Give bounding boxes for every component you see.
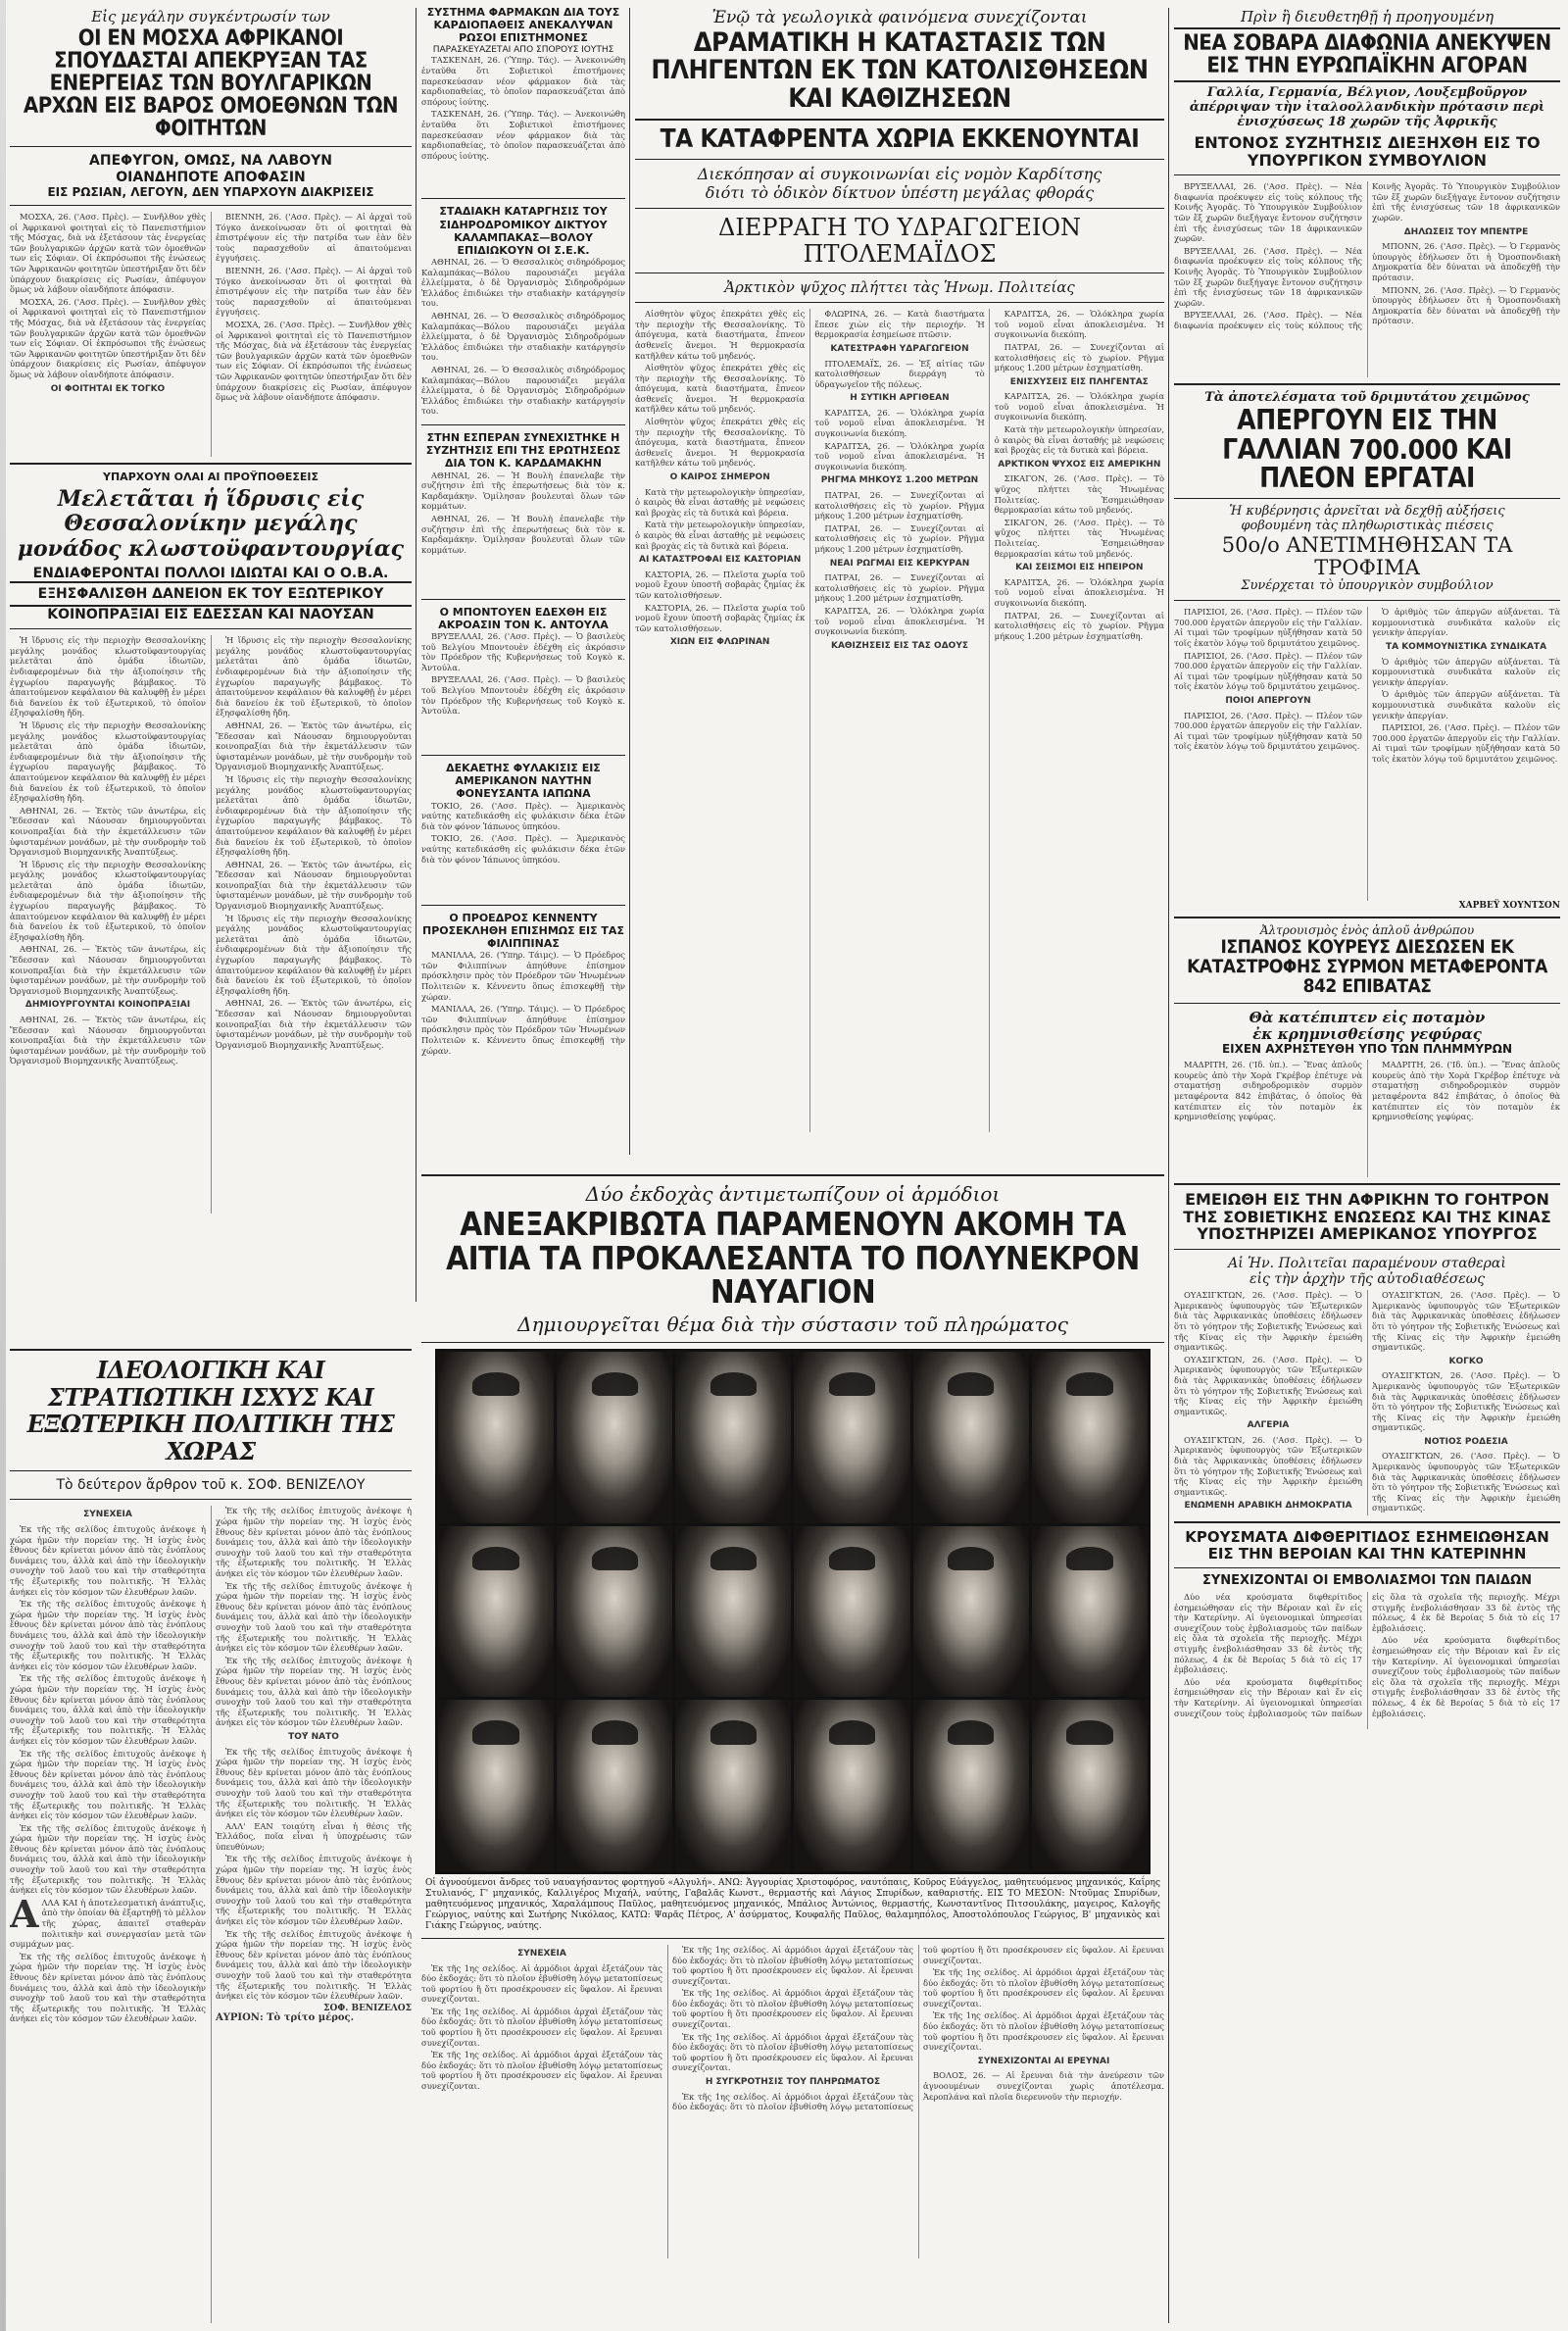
paragraph: ΑΘΗΝΑΙ, 26. — Ἐκτὸς τῶν ἀνωτέρω, εἰς Ἔδεσσαν καὶ Νάουσαν δημιουργοῦνται κοινοπραξίαι διὰ τὴν ἐκμετάλλευσιν τῶν ὑφισταμένων μονάδων, μὲ τὴν συνδρομὴν τοῦ Ὀργανισμοῦ Βιομηχανικῆς Ἀναπτύξεως. [216,719,412,772]
headline-railway: ΣΤΑΔΙΑΚΗ ΚΑΤΑΡΓΗΣΙΣ ΤΟΥ ΣΙΔΗΡΟΔΡΟΜΙΚΟΥ ΔΙΚΤΥΟΥ ΚΑΛΑΜΠΑΚΑΣ—ΒΟΛΟΥ ΕΠΙΔΙΩΚΟΥΝ ΟΙ Σ.Ε.Κ. [439,205,608,257]
section-label: ΚΑΤΕΣΤΡΑΦΗ ΥΔΡΑΓΩΓΕΙΟΝ [830,343,969,354]
column-rule [1168,8,1169,2323]
section-label: ΥΠΑΡΧΟΥΝ ΟΛΑΙ ΑΙ ΠΡΟΫΠΟΘΕΣΕΙΣ [103,471,318,484]
divider [10,1499,412,1500]
divider [421,424,625,425]
paragraph: Ἡ ἵδρυσις εἰς τὴν περιοχὴν Θεσσαλονίκης μεγάλης μονάδος κλωστοϋφαντουργίας μελετᾶται ἀπὸ ὁμάδα ἰδιωτῶν, ἐνδιαφερομένων διὰ τὴν ἀξιοποίησιν τῆς ἐγχωρίου παραγωγῆς βάμβακος. Τὸ ἀπαιτούμενον κεφάλαιον θὰ καλυφθῇ ἐν μέρει διὰ δανείου ἐκ τοῦ ἐξωτερικοῦ, τὸ ὁποῖον ἐξησφαλίσθη ἤδη. [10,859,206,942]
crew-photo [675,1526,791,1698]
divider [635,208,1164,209]
divider [421,755,625,756]
paragraph: Ἐκ τῆς τῆς σελίδος ἐπιτυχοῦς ἀνέκοψε ἡ χώρα ἡμῶν τὴν πορείαν της. Ἡ ἰσχὺς ἑνὸς ἔθνους δὲν κρίνεται μόνον ἀπὸ τὰς ἐνόπλους δυνάμεις του, ἀλλὰ καὶ ἀπὸ τὴν ἰδεολογικὴν συνοχὴν τοῦ λαοῦ του καὶ τὴν σταθερότητα τῆς ἐξωτερικῆς του πολιτικῆς. Ἡ Ἑλλὰς ἀνήκει εἰς τὸν κόσμον τῶν ἐλευθέρων λαῶν. [10,1822,206,1896]
crew-photo [1032,1352,1148,1523]
kicker: Ἀλτρουισμὸς ἑνὸς ἁπλοῦ ἀνθρώπου [1259,923,1475,938]
divider [421,1938,1164,1939]
crew-photo [675,1700,791,1871]
article-body: ΑΘΗΝΑΙ, 26. — Ὁ Θεσσαλικὸς σιδηρόδρομος Καλαμπάκας—Βόλου παρουσιάζει μεγάλα ἐλλείμματα, ὁ δὲ Ὀργανισμὸς Σιδηροδρόμων Ἑλλάδος ἐπιδιώκει τὴν σταδιακὴν κατάργησίν του. ΑΘΗΝΑΙ, 26. — Ὁ Θεσσαλικὸς σιδηρόδρομος Καλαμπάκας—Βόλου παρουσιάζει μεγάλα ἐλλείμματα, ὁ δὲ Ὀργανισμὸς Σιδηροδρόμων Ἑλλάδος ἐπιδιώκει τὴν σταδιακὴν κατάργησίν του. ΑΘΗΝΑΙ, 26. — Ὁ Θεσσαλικὸς σιδηρόδρομος Καλαμπάκας—Βόλου παρουσιάζει μεγάλα ἐλλείμματα, ὁ δὲ Ὀργανισμὸς Σιδηροδρόμων Ἑλλάδος ἐπιδιώκει τὴν σταδιακὴν κατάργησίν του. [421,257,625,417]
crew-photo [913,1700,1029,1871]
section-label: ΟΙ ΦΟΙΤΗΤΑΙ ΕΚ ΤΟΓΚΟ [50,383,166,394]
divider [1174,600,1560,601]
divider [421,599,625,600]
photo-caption: Οἱ ἀγνοούμενοι ἄνδρες τοῦ ναυαγήσαντος φορτηγοῦ «Αλγυλή». ΑΝΩ: Ἀγγουρίας Χριστοφόρος, ναυτόπαις, Κοῦρος Εὐάγγελος, μαθητευόμενος μηχανικός, Καΐρης Στυλιανός, Γ' μηχανικός, Καλλιγέρος Μιχαήλ, ναύτης, Γαβαλᾶς Κωνστ., θερμαστής καὶ Λάγιος Σπυρίδων, καθαριστής. ΕΙΣ ΤΟ ΜΕΣΟΝ: Ντοῦμας Σπυρίδων, μαθητευόμενος μηχανικός, Χαραλάμπους Παῦλος, μαθητευόμενος μηχανικός, Μπάλιος Ἀντώνιος, θερμαστής, Κωνσταντῖνος Πιτσουλάκης, μαγειρος, Καλογῆς Γεώργιος, ναύτης καὶ Σωτήρης Νικόλαος, ΚΑΤΩ: Ψαρᾶς Πέτρος, Α' ἀσύρματος, Κουφαλῆς Παῦλος, θαλαμηπόλος, Ἀποστολόπουλος Γεώργιος, Β' μηχανικὸς καὶ Γιάκης Γεώργιος, ναύτης. [425,1877,1160,1931]
deck: ΟΙΑΝΔΗΠΟΤΕ ΑΠΟΦΑΣΙΝ [116,169,306,185]
column-briefs [421,6,625,1163]
paragraph: ΑΘΗΝΑΙ, 26. — Ἐκτὸς τῶν ἀνωτέρω, εἰς Ἔδεσσαν καὶ Νάουσαν δημιουργοῦνται κοινοπραξίαι διὰ τὴν ἐκμετάλλευσιν τῶν ὑφισταμένων μονάδων, μὲ τὴν συνδρομὴν τοῦ Ὀργανισμοῦ Βιομηχανικῆς Ἀναπτύξεως. [10,1015,206,1066]
section-label: ΝΟΤΙΟΣ ΡΟΔΕΣΙΑ [1424,1436,1508,1447]
headline-african-students: ΟΙ ΕΝ ΜΟΣΧΑ ΑΦΡΙΚΑΝΟΙ ΣΠΟΥΔΑΣΤΑΙ ΑΠΕΚΡΥΞΑΝ ΤΑΣ ΕΝΕΡΓΕΙΑΣ ΤΩΝ ΒΟΥΛΓΑΡΙΚΩΝ ΑΡΧΩΝ ΕΙΣ ΒΑΡΟΣ ΟΜΟΕΘΝΩΝ ΤΩΝ ΦΟΙΤΗΤΩΝ [23,26,399,142]
headline-venizelos: ΙΔΕΟΛΟΓΙΚΗ ΚΑΙ ΣΤΡΑΤΙΩΤΙΚΗ ΙΣΧΥΣ ΚΑΙ ΕΞΩΤΕΡΙΚΗ ΠΟΛΙΤΙΚΗ ΤΗΣ ΧΩΡΑΣ [26,1356,395,1465]
paragraph: Ἐκ τῆς τῆς σελίδος ἐπιτυχοῦς ἀνέκοψε ἡ χώρα ἡμῶν τὴν πορείαν της. Ἡ ἰσχὺς ἑνὸς ἔθνους δὲν κρίνεται μόνον ἀπὸ τὰς ἐνόπλους δυνάμεις του, ἀλλὰ καὶ ἀπὸ τὴν ἰδεολογικὴν συνοχὴν τοῦ λαοῦ του καὶ τὴν σταθερότητα τῆς ἐξωτερικῆς του πολιτικῆς. Ἡ Ἑλλὰς ἀνήκει εἰς τὸν κόσμον τῶν ἐλευθέρων λαῶν. [216,1580,412,1654]
paragraph: ΑΘΗΝΑΙ, 26. — Ἐκτὸς τῶν ἀνωτέρω, εἰς Ἔδεσσαν καὶ Νάουσαν δημιουργοῦνται κοινοπραξίαι διὰ τὴν ἐκμετάλλευσιν τῶν ὑφισταμένων μονάδων, μὲ τὴν συνδρομὴν τοῦ Ὀργανισμοῦ Βιομηχανικῆς Ἀναπτύξεως. [10,805,206,858]
crew-photo-grid [435,1349,1151,1874]
paragraph: Ἡ ἵδρυσις εἰς τὴν περιοχὴν Θεσσαλονίκης μεγάλης μονάδος κλωστοϋφαντουργίας μελετᾶται ἀπὸ ὁμάδα ἰδιωτῶν, ἐνδιαφερομένων διὰ τὴν ἀξιοποίησιν τῆς ἐγχωρίου παραγωγῆς βάμβακος. Τὸ ἀπαιτούμενον κεφάλαιον θὰ καλυφθῇ ἐν μέρει διὰ δανείου ἐκ τοῦ ἐξωτερικοῦ, τὸ ὁποῖον ἐξησφαλίσθη ἤδη. [216,913,412,996]
column-left [10,6,412,1339]
headline-shipwreck: ΑΝΕΞΑΚΡΙΒΩΤΑ ΠΑΡΑΜΕΝΟΥΝ ΑΚΟΜΗ ΤΑ ΑΙΤΙΑ ΤΑ ΠΡΟΚΑΛΕΣΑΝΤΑ ΤΟ ΠΟΛΥΝΕΚΡΟΝ ΝΑΥΑΓΙΟΝ [446,1205,1140,1312]
deck: ΣΥΝΕΧΙΖΟΝΤΑΙ ΟΙ ΕΜΒΟΛΙΑΣΜΟΙ ΤΩΝ ΠΑΙΔΩΝ [1201,1573,1533,1589]
section-label: ΣΥΝΕΧΙΖΟΝΤΑΙ ΑΙ ΕΡΕΥΝΑΙ [977,2056,1110,2066]
divider [1174,1521,1560,1523]
byline: ΧΑΡΒΕΫ ΧΟΥΝΤΣΟΝ [1458,901,1560,912]
divider [421,198,625,199]
deck: ΠΑΡΑΣΚΕΥΑΖΕΤΑΙ ΑΠΟ ΣΠΟΡΟΥΣ ΙΟΥΤΗΣ [432,44,614,55]
headline-aqueduct: ΔΙΕΡΡΑΓΗ ΤΟ ΥΔΡΑΓΩΓΕΙΟΝ ΠΤΟΛΕΜΑΪΔΟΣ [717,214,1082,268]
headline-villages: ΤΑ ΚΑΤΑΦΡΕΝΤΑ ΧΩΡΙΑ ΕΚΚΕΝΟΥΝΤΑΙ [660,124,1140,155]
section-label: ΤΑ ΚΟΜΜΟΥΝΙΣΤΙΚΑ ΣΥΝΔΙΚΑΤΑ [1385,642,1547,653]
divider [10,463,412,465]
crew-photo [438,1352,554,1523]
crew-photo [557,1700,672,1871]
divider [635,159,1164,160]
divider [1174,1249,1560,1250]
section-label: ΔΗΛΩΣΕΙΣ ΤΟΥ ΜΠΕΝΤΡΕ [1403,226,1529,237]
divider [10,1470,412,1471]
section-label: ΕΝΩΜΕΝΗ ΑΡΑΒΙΚΗ ΔΗΜΟΚΡΑΤΙΑ [1184,1501,1352,1512]
deck: Θὰ κατέπιπτεν εἰς ποταμὸν [1249,1008,1486,1026]
deck: φοβουμένη τὰς πληθωριστικὰς πιέσεις [1241,519,1494,534]
divider [421,1342,1164,1343]
article-body: ΣΥΝΕΧΕΙΑ Ἐκ τῆς 1ης σελίδος. Αἱ ἁρμόδιοι ἀρχαὶ ἐξετάζουν τὰς δύο ἐκδοχάς: ὅτι τὸ πλοῖον ἐβυθίσθη λόγῳ μετατοπίσεως τοῦ φορτίου ἢ ὅτι προσέκρουσεν εἰς ὕφαλον. Αἱ ἔρευναι συνεχίζονται. Ἐκ τῆς 1ης σελίδος. Αἱ ἁρμόδιοι ἀρχαὶ ἐξετάζουν τὰς δύο ἐκδοχάς: ὅτι τὸ πλοῖον ἐβυθίσθη λόγῳ μετατοπίσεως τοῦ φορτίου ἢ ὅτι προσέκρουσεν εἰς ὕφαλον. Αἱ ἔρευναι συνεχίζονται. Ἐκ τῆς 1ης σελίδος. Αἱ ἁρμόδιοι ἀρχαὶ ἐξετάζουν τὰς δύο ἐκδοχάς: ὅτι τὸ πλοῖον ἐβυθίσθη λόγῳ μετατοπίσεως τοῦ φορτίου ἢ ὅτι προσέκρουσεν εἰς ὕφαλον. Αἱ ἔρευναι συνεχίζονται. Ἐκ τῆς 1ης σελίδος. Αἱ ἁρμόδιοι ἀρχαὶ ἐξετάζουν τὰς δύο ἐκδοχάς: ὅτι τὸ πλοῖον ἐβυθίσθη λόγῳ μετατοπίσεως τοῦ φορτίου ἢ ὅτι προσέκρουσεν εἰς ὕφαλον. Αἱ ἔρευναι συνεχίζονται. Ἐκ τῆς 1ης σελίδος. Αἱ ἁρμόδιοι ἀρχαὶ ἐξετάζουν τὰς δύο ἐκδοχάς: ὅτι τὸ πλοῖον ἐβυθίσθη λόγῳ μετατοπίσεως τοῦ φορτίου ἢ ὅτι προσέκρουσεν εἰς ὕφαλον. Αἱ ἔρευναι συνεχίζονται. Ἐκ τῆς 1ης σελίδος. Αἱ ἁρμόδιοι ἀρχαὶ ἐξετάζουν τὰς δύο ἐκδοχάς: ὅτι τὸ πλοῖον ἐβυθίσθη λόγῳ μετατοπίσεως τοῦ φορτίου ἢ ὅτι προσέκρουσεν εἰς ὕφαλον. Αἱ ἔρευναι συνεχίζονται. Η ΣΥΓΚΡΟΤΗΣΙΣ ΤΟΥ ΠΛΗΡΩΜΑΤΟΣ Ἐκ τῆς 1ης σελίδος. Αἱ ἁρμόδιοι ἀρχαὶ ἐξετάζουν τὰς δύο ἐκδοχάς: ὅτι τὸ πλοῖον ἐβυθίσθη λόγῳ μετατοπίσεως τοῦ φορτίου ἢ ὅτι προσέκρουσεν εἰς ὕφαλον. Αἱ ἔρευναι συνεχίζονται. Ἐκ τῆς 1ης σελίδος. Αἱ ἁρμόδιοι ἀρχαὶ ἐξετάζουν τὰς δύο ἐκδοχάς: ὅτι τὸ πλοῖον ἐβυθίσθη λόγῳ μετατοπίσεως τοῦ φορτίου ἢ ὅτι προσέκρουσεν εἰς ὕφαλον. Αἱ ἔρευναι συνεχίζονται. Ἐκ τῆς 1ης σελίδος. Αἱ ἁρμόδιοι ἀρχαὶ ἐξετάζουν τὰς δύο ἐκδοχάς: ὅτι τὸ πλοῖον ἐβυθίσθη λόγῳ μετατοπίσεως τοῦ φορτίου ἢ ὅτι προσέκρουσεν εἰς ὕφαλον. Αἱ ἔρευναι συνεχίζονται. ΣΥΝΕΧΙΖΟΝΤΑΙ ΑΙ ΕΡΕΥΝΑΙ ΒΟΛΟΣ, 26. — Αἱ ἔρευναι διὰ τὴν ἀνεύρεσιν τῶν ἀγνοουμένων συνεχίζονται χωρὶς ἀποτέλεσμα. Ἀεροπλάνα καὶ πλοῖα διερευνοῦν τὴν περιοχήν. [421,1944,1164,2112]
article-body: Δύο νέα κρούσματα διφθερίτιδος ἐσημειώθησαν εἰς τὴν Βέροιαν καὶ ἕν εἰς τὴν Κατερίνην. Αἱ ὑγειονομικαὶ ὑπηρεσίαι συνεχίζουν τοὺς ἐμβολιασμοὺς τῶν παίδων εἰς ὅλα τὰ σχολεῖα τῆς περιοχῆς. Μέχρι στιγμῆς ἐνεβολιάσθησαν 33 δὲ ἐντὸς τῆς πόλεως, 4 ἐκ δὲ Βεροίας 5 διὰ τὸ εἰς 17 ἐμβολιάσεις. Δύο νέα κρούσματα διφθερίτιδος ἐσημειώθησαν εἰς τὴν Βέροιαν καὶ ἕν εἰς τὴν Κατερίνην. Αἱ ὑγειονομικαὶ ὑπηρεσίαι συνεχίζουν τοὺς ἐμβολιασμοὺς τῶν παίδων εἰς ὅλα τὰ σχολεῖα τῆς περιοχῆς. Μέχρι στιγμῆς ἐνεβολιάσθησαν 33 δὲ ἐντὸς τῆς πόλεως, 4 ἐκ δὲ Βεροίας 5 διὰ τὸ εἰς 17 ἐμβολιάσεις. Δύο νέα κρούσματα διφθερίτιδος ἐσημειώθησαν εἰς τὴν Βέροιαν καὶ ἕν εἰς τὴν Κατερίνην. Αἱ ὑγειονομικαὶ ὑπηρεσίαι συνεχίζουν τοὺς ἐμβολιασμοὺς τῶν παίδων εἰς ὅλα τὰ σχολεῖα τῆς περιοχῆς. Μέχρι στιγμῆς ἐνεβολιάσθησαν 33 δὲ ἐντὸς τῆς πόλεως, 4 ἐκ δὲ Βεροίας 5 διὰ τὸ εἰς 17 ἐμβολιάσεις. [1174,1592,1560,1718]
paragraph: ΑΛΛ' ΕΑΝ τοιαύτη εἶναι ἡ θέσις τῆς Ἑλλάδος, ποῖα εἶναι ἡ ὑποχρέωσις τῶν ὑπευθύνων; [216,1820,412,1852]
article-body [10,635,412,1214]
crew-photo [1032,1700,1148,1871]
kicker: Πρὶν ἢ διευθετηθῇ ἡ προηγουμένη [1240,8,1494,25]
section-label: ΤΟΥ͂ ΝΑΤΟ [288,1731,339,1742]
divider [1174,1003,1560,1004]
crew-photo [794,1700,909,1871]
paragraph: ΜΟΣΧΑ, 26. ('Ασσ. Πρὲς). — Συνῆλθον χθὲς οἱ Ἀφρικανοὶ φοιτηταὶ εἰς τὸ Πανεπιστήμιον τῆς Μόσχας, διὰ νὰ ἐξετάσουν τὰς ἐνεργείας τῶν βουλγαρικῶν ἀρχῶν κατὰ τῶν ὁμοεθνῶν των εἰς Σόφιαν. Οἱ ἐκπρόσωποι τῆς ἑνώσεως τῶν Ἀφρικανῶν φοιτητῶν ὑπεστήριξαν ὅτι δὲν ὑπάρχουν διακρίσεις εἰς Ρωσίαν, ἀπέφυγον ὅμως νὰ λάβουν οἱανδήποτε ἀπόφασιν. [10,212,206,295]
section-label: Ο ΚΑΙΡΟΣ ΣΗΜΕΡΟΝ [669,472,770,483]
section-label: ΚΟΓΚΟ [1448,1356,1484,1366]
section-label: ΕΝΙΣΧΥΣΕΙΣ ΕΙΣ ΠΛΗΓΕΝΤΑΣ [1009,376,1149,387]
divider [1174,1183,1560,1185]
section-label: ΑΛΓΕΡΙΑ [1247,1420,1290,1431]
divider [635,119,1164,121]
section-label: Η ΣΥΤΙΚΗ ΑΡΓΙΘΕΑΝ [850,393,950,404]
column-left-venizelos [10,1343,412,2323]
deck: Ἀρκτικὸν ψῦχος πλήττει τὰς Ἡνωμ. Πολιτείας [724,277,1075,296]
paragraph-dropcap: ΑΛΛΑ ΚΑΙ ἡ ἀποτελεσματικὴ ἀνάπτυξις, ἀπὸ τὴν ὁποίαν θὰ ἐξαρτηθῇ τὸ μέλλον τῆς χώρας, ἀπαιτεῖ σταθερὰν πολιτικὴν καὶ συνεργασίαν μετὰ τῶν συμμάχων μας. [10,1891,206,1950]
article-shipwreck [421,1168,1164,2323]
deck: Τὸ δεύτερον ἄρθρον τοῦ κ. ΣΟΦ. ΒΕΝΙΖΕΛΟΥ [56,1477,366,1494]
crew-photo [913,1352,1029,1523]
kicker: Δύο ἐκδοχὰς ἀντιμετωπίζουν οἱ ἁρμόδιοι [585,1182,1001,1206]
article-body: ΟΥΑΣΙΓΚΤΩΝ, 26. ('Ασσ. Πρὲς). — Ὁ Ἀμερικανὸς ὑφυπουργὸς τῶν Ἐξωτερικῶν διὰ τὰς Ἀφρικανικὰς ὑποθέσεις ἐδήλωσεν ὅτι τὸ γόητρον τῆς Σοβιετικῆς Ἑνώσεως καὶ τῆς Κίνας εἰς τὴν Ἀφρικὴν ἐμειώθη σημαντικῶς. ΟΥΑΣΙΓΚΤΩΝ, 26. ('Ασσ. Πρὲς). — Ὁ Ἀμερικανὸς ὑφυπουργὸς τῶν Ἐξωτερικῶν διὰ τὰς Ἀφρικανικὰς ὑποθέσεις ἐδήλωσεν ὅτι τὸ γόητρον τῆς Σοβιετικῆς Ἑνώσεως καὶ τῆς Κίνας εἰς τὴν Ἀφρικὴν ἐμειώθη σημαντικῶς. ΑΛΓΕΡΙΑ ΟΥΑΣΙΓΚΤΩΝ, 26. ('Ασσ. Πρὲς). — Ὁ Ἀμερικανὸς ὑφυπουργὸς τῶν Ἐξωτερικῶν διὰ τὰς Ἀφρικανικὰς ὑποθέσεις ἐδήλωσεν ὅτι τὸ γόητρον τῆς Σοβιετικῆς Ἑνώσεως καὶ τῆς Κίνας εἰς τὴν Ἀφρικὴν ἐμειώθη σημαντικῶς. ΕΝΩΜΕΝΗ ΑΡΑΒΙΚΗ ΔΗΜΟΚΡΑΤΙΑ ΟΥΑΣΙΓΚΤΩΝ, 26. ('Ασσ. Πρὲς). — Ὁ Ἀμερικανὸς ὑφυπουργὸς τῶν Ἐξωτερικῶν διὰ τὰς Ἀφρικανικὰς ὑποθέσεις ἐδήλωσεν ὅτι τὸ γόητρον τῆς Σοβιετικῆς Ἑνώσεως καὶ τῆς Κίνας εἰς τὴν Ἀφρικὴν ἐμειώθη σημαντικῶς. ΚΟΓΚΟ ΟΥΑΣΙΓΚΤΩΝ, 26. ('Ασσ. Πρὲς). — Ὁ Ἀμερικανὸς ὑφυπουργὸς τῶν Ἐξωτερικῶν διὰ τὰς Ἀφρικανικὰς ὑποθέσεις ἐδήλωσεν ὅτι τὸ γόητρον τῆς Σοβιετικῆς Ἑνώσεως καὶ τῆς Κίνας εἰς τὴν Ἀφρικὴν ἐμειώθη σημαντικῶς. ΝΟΤΙΟΣ ΡΟΔΕΣΙΑ ΟΥΑΣΙΓΚΤΩΝ, 26. ('Ασσ. Πρὲς). — Ὁ Ἀμερικανὸς ὑφυπουργὸς τῶν Ἐξωτερικῶν διὰ τὰς Ἀφρικανικὰς ὑποθέσεις ἐδήλωσεν ὅτι τὸ γόητρον τῆς Σοβιετικῆς Ἑνώσεως καὶ τῆς Κίνας εἰς τὴν Ἀφρικὴν ἐμειώθη σημαντικῶς. [1174,1290,1560,1513]
article-body: ΜΑΔΡΙΤΗ, 26. ('Ιδ. ὑπ.). — Ἕνας ἁπλοῦς κουρεὺς ἀπὸ τὴν Χορὰ Γκρέβορ ἐπέτυχε νὰ σταματήσῃ σιδηροδρομικὸν συρμὸν μεταφέροντα 842 ἐπιβάτας, ὁ ὁποῖος θὰ κατέπιπτεν εἰς τὸν ποταμὸν ἐκ κρημνισθείσης γεφύρας. ΜΑΔΡΙΤΗ, 26. ('Ιδ. ὑπ.). — Ἕνας ἁπλοῦς κουρεὺς ἀπὸ τὴν Χορὰ Γκρέβορ ἐπέτυχε νὰ σταματήσῃ σιδηροδρομικὸν συρμὸν μεταφέροντα 842 ἐπιβάτας, ὁ ὁποῖος θὰ κατέπιπτεν εἰς τὸν ποταμὸν ἐκ κρημνισθείσης γεφύρας. [1174,1060,1560,1122]
crew-photo [913,1526,1029,1698]
paragraph: Ἐκ τῆς τῆς σελίδος ἐπιτυχοῦς ἀνέκοψε ἡ χώρα ἡμῶν τὴν πορείαν της. Ἡ ἰσχὺς ἑνὸς ἔθνους δὲν κρίνεται μόνον ἀπὸ τὰς ἐνόπλους δυνάμεις του, ἀλλὰ καὶ ἀπὸ τὴν ἰδεολογικὴν συνοχὴν τοῦ λαοῦ του καὶ τὴν σταθερότητα τῆς ἐξωτερικῆς του πολιτικῆς. Ἡ Ἑλλὰς ἀνήκει εἰς τὸν κόσμον τῶν ἐλευθέρων λαῶν. [10,1673,206,1746]
paragraph: Ἡ ἵδρυσις εἰς τὴν περιοχὴν Θεσσαλονίκης μεγάλης μονάδος κλωστοϋφαντουργίας μελετᾶται ἀπὸ ὁμάδα ἰδιωτῶν, ἐνδιαφερομένων διὰ τὴν ἀξιοποίησιν τῆς ἐγχωρίου παραγωγῆς βάμβακος. Τὸ ἀπαιτούμενον κεφάλαιον θὰ καλυφθῇ ἐν μέρει διὰ δανείου ἐκ τοῦ ἐξωτερικοῦ, τὸ ὁποῖον ἐξησφαλίσθη ἤδη. [10,635,206,719]
article-body [10,1506,412,2323]
headline-kennedy: Ο ΠΡΟΕΔΡΟΣ ΚΕΝΝΕΝΤΥ ΠΡΟΣΕΚΛΗΘΗ ΕΠΙΣΗΜΩΣ ΕΙΣ ΤΑΣ ΦΙΛΙΠΠΙΝΑΣ [422,911,624,950]
article-landslides [635,6,1164,1163]
paragraph: Ἐκ τῆς τῆς σελίδος ἐπιτυχοῦς ἀνέκοψε ἡ χώρα ἡμῶν τὴν πορείαν της. Ἡ ἰσχὺς ἑνὸς ἔθνους δὲν κρίνεται μόνον ἀπὸ τὰς ἐνόπλους δυνάμεις του, ἀλλὰ καὶ ἀπὸ τὴν ἰδεολογικὴν συνοχὴν τοῦ λαοῦ του καὶ τὴν σταθερότητα τῆς ἐξωτερικῆς του πολιτικῆς. Ἡ Ἑλλὰς ἀνήκει εἰς τὸν κόσμον τῶν ἐλευθέρων λαῶν. [216,1854,412,1927]
deck: Αἱ Ἡν. Πολιτεῖαι παραμένουν σταθεραὶ [1228,1255,1506,1271]
article-body: ΤΑΣΚΕΝΔΗ, 26. ('Ὑπηρ. Τάς). — Ἀνεκοινώθη ἐνταῦθα ὅτι Σοβιετικοὶ ἐπιστήμονες παρεσκεύασαν νέον φάρμακον διὰ τὰς καρδιοπαθείας, τὸ ὁποῖον παρασκευάζεται ἀπὸ σπόρους ἰούτης. ΤΑΣΚΕΝΔΗ, 26. ('Ὑπηρ. Τάς). — Ἀνεκοινώθη ἐνταῦθα ὅτι Σοβιετικοὶ ἐπιστήμονες παρεσκεύασαν νέον φάρμακον διὰ τὰς καρδιοπαθείας, τὸ ὁποῖον παρασκευάζεται ἀπὸ σπόρους ἰούτης. [421,55,625,161]
paragraph: ΑΘΗΝΑΙ, 26. — Ἐκτὸς τῶν ἀνωτέρω, εἰς Ἔδεσσαν καὶ Νάουσαν δημιουργοῦνται κοινοπραξίαι διὰ τὴν ἐκμετάλλευσιν τῶν ὑφισταμένων μονάδων, μὲ τὴν συνδρομὴν τοῦ Ὀργανισμοῦ Βιομηχανικῆς Ἀναπτύξεως. [216,859,412,912]
continued-label: ΣΥΝΕΧΕΙΑ [517,1948,566,1959]
divider [1174,917,1560,918]
headline-landslides: ΔΡΑΜΑΤΙΚΗ Η ΚΑΤΑΣΤΑΣΙΣ ΤΩΝ ΠΛΗΓΕΝΤΩΝ ΕΚ ΤΩΝ ΚΑΤΟΛΙΣΘΗΣΕΩΝ ΚΑΙ ΚΑΘΙΖΗΣΕΩΝ [651,27,1149,114]
paragraph: Ἡ ἵδρυσις εἰς τὴν περιοχὴν Θεσσαλονίκης μεγάλης μονάδος κλωστοϋφαντουργίας μελετᾶται ἀπὸ ὁμάδα ἰδιωτῶν, ἐνδιαφερομένων διὰ τὴν ἀξιοποίησιν τῆς ἐγχωρίου παραγωγῆς βάμβακος. Τὸ ἀπαιτούμενον κεφάλαιον θὰ καλυφθῇ ἐν μέρει διὰ δανείου ἐκ τοῦ ἐξωτερικοῦ, τὸ ὁποῖον ἐξησφαλίσθη ἤδη. [216,773,412,858]
paragraph: ΒΙΕΝΝΗ, 26. ('Ασσ. Πρὲς). — Αἱ ἀρχαὶ τοῦ Τόγκο ἀνεκοίνωσαν ὅτι οἱ φοιτηταὶ θὰ ἐπιστρέψουν εἰς τὴν πατρίδα των ἐὰν δὲν τοὺς παρασχεθοῦν αἱ ἀπαιτούμεναι ἐγγυήσεις. [216,212,412,264]
section-label: ΔΗΜΙΟΥΡΓΟΥΝΤΑΙ ΚΟΙΝΟΠΡΑΞΙΑΙ [24,1000,191,1011]
article-body: ΠΑΡΙΣΙΟΙ, 26. ('Ασσ. Πρὲς). — Πλέον τῶν 700.000 ἐργατῶν ἀπεργοῦν εἰς τὴν Γαλλίαν. Αἱ τιμαὶ τῶν τροφίμων ηὐξήθησαν κατὰ 50 τοῖς ἑκατὸν λόγῳ τοῦ δριμυτάτου χειμῶνος. ΠΑΡΙΣΙΟΙ, 26. ('Ασσ. Πρὲς). — Πλέον τῶν 700.000 ἐργατῶν ἀπεργοῦν εἰς τὴν Γαλλίαν. Αἱ τιμαὶ τῶν τροφίμων ηὐξήθησαν κατὰ 50 τοῖς ἑκατὸν λόγῳ τοῦ δριμυτάτου χειμῶνος. ΠΟΙΟΙ ΑΠΕΡΓΟΥΝ ΠΑΡΙΣΙΟΙ, 26. ('Ασσ. Πρὲς). — Πλέον τῶν 700.000 ἐργατῶν ἀπεργοῦν εἰς τὴν Γαλλίαν. Αἱ τιμαὶ τῶν τροφίμων ηὐξήθησαν κατὰ 50 τοῖς ἑκατὸν λόγῳ τοῦ δριμυτάτου χειμῶνος. Ὁ ἀριθμὸς τῶν ἀπεργῶν αὐξάνεται. Τὰ κομμουνιστικὰ συνδικᾶτα καλοῦν εἰς γενικὴν ἀπεργίαν. ΤΑ ΚΟΜΜΟΥΝΙΣΤΙΚΑ ΣΥΝΔΙΚΑΤΑ Ὁ ἀριθμὸς τῶν ἀπεργῶν αὐξάνεται. Τὰ κομμουνιστικὰ συνδικᾶτα καλοῦν εἰς γενικὴν ἀπεργίαν. Ὁ ἀριθμὸς τῶν ἀπεργῶν αὐξάνεται. Τὰ κομμουνιστικὰ συνδικᾶτα καλοῦν εἰς γενικὴν ἀπεργίαν. ΠΑΡΙΣΙΟΙ, 26. ('Ασσ. Πρὲς). — Πλέον τῶν 700.000 ἐργατῶν ἀπεργοῦν εἰς τὴν Γαλλίαν. Αἱ τιμαὶ τῶν τροφίμων ηὐξήθησαν κατὰ 50 τοῖς ἑκατὸν λόγῳ τοῦ δριμυτάτου χειμῶνος. [1174,607,1560,765]
deck: ΚΟΙΝΟΠΡΑΞΙΑΙ ΕΙΣ ΕΔΕΣΣΑΝ ΚΑΙ ΝΑΟΥΣΑΝ [47,607,374,623]
crew-photo [557,1352,672,1523]
drop-cap: Α [10,1891,39,1936]
section-label: Η ΣΥΓΚΡΟΤΗΣΙΣ ΤΟΥ ΠΛΗΡΩΜΑΤΟΣ [705,2077,881,2088]
section-label: ΡΗΓΜΑ ΜΗΚΟΥΣ 1.200 ΜΕΤΡΩΝ [820,475,979,486]
deck: ΕΞΗΣΦΑΛΙΣΘΗ ΔΑΝΕΙΟΝ ΕΚ ΤΟΥ ΕΞΩΤΕΡΙΚΟΥ [10,581,412,607]
paragraph: Ἐκ τῆς τῆς σελίδος ἐπιτυχοῦς ἀνέκοψε ἡ χώρα ἡμῶν τὴν πορείαν της. Ἡ ἰσχὺς ἑνὸς ἔθνους δὲν κρίνεται μόνον ἀπὸ τὰς ἐνόπλους δυνάμεις του, ἀλλὰ καὶ ἀπὸ τὴν ἰδεολογικὴν συνοχὴν τοῦ λαοῦ του καὶ τὴν σταθερότητα τῆς ἐξωτερικῆς του πολιτικῆς. Ἡ Ἑλλὰς ἀνήκει εἰς τὸν κόσμον τῶν ἐλευθέρων λαῶν. [216,1506,412,1579]
paragraph: Ἐκ τῆς τῆς σελίδος ἐπιτυχοῦς ἀνέκοψε ἡ χώρα ἡμῶν τὴν πορείαν της. Ἡ ἰσχὺς ἑνὸς ἔθνους δὲν κρίνεται μόνον ἀπὸ τὰς ἐνόπλους δυνάμεις του, ἀλλὰ καὶ ἀπὸ τὴν ἰδεολογικὴν συνοχὴν τοῦ λαοῦ του καὶ τὴν σταθερότητα τῆς ἐξωτερικῆς του πολιτικῆς. Ἡ Ἑλλὰς ἀνήκει εἰς τὸν κόσμον τῶν ἐλευθέρων λαῶν. [216,1655,412,1728]
headline-africa-prestige: ΕΜΕΙΩΘΗ ΕΙΣ ΤΗΝ ΑΦΡΙΚΗΝ ΤΟ ΓΟΗΤΡΟΝ ΤΗΣ ΣΟΒΙΕΤΙΚΗΣ ΕΝΩΣΕΩΣ ΚΑΙ ΤΗΣ ΚΙΝΑΣ ΥΠΟΣΤΗΡΙΖΕΙ ΑΜΕΡΙΚΑΝΟΣ ΥΠΟΥΡΓΟΣ [1183,1190,1551,1244]
crew-photo [794,1352,909,1523]
article-body: ΒΡΥΞΕΛΛΑΙ, 26. ('Ασσ. Πρὲς). — Νέα διαφωνία προέκυψεν εἰς τοὺς κόλπους τῆς Κοινῆς Ἀγορᾶς. Τὸ Ὑπουργικὸν Συμβούλιον τῶν ἕξ χωρῶν διεξήγαγε ἔντονον συζήτησιν ἐπὶ τῆς ἐνισχύσεως τῶν 18 ἀφρικανικῶν χωρῶν. ΒΡΥΞΕΛΛΑΙ, 26. ('Ασσ. Πρὲς). — Νέα διαφωνία προέκυψεν εἰς τοὺς κόλπους τῆς Κοινῆς Ἀγορᾶς. Τὸ Ὑπουργικὸν Συμβούλιον τῶν ἕξ χωρῶν διεξήγαγε ἔντονον συζήτησιν ἐπὶ τῆς ἐνισχύσεως τῶν 18 ἀφρικανικῶν χωρῶν. ΒΡΥΞΕΛΛΑΙ, 26. ('Ασσ. Πρὲς). — Νέα διαφωνία προέκυψεν εἰς τοὺς κόλπους τῆς Κοινῆς Ἀγορᾶς. Τὸ Ὑπουργικὸν Συμβούλιον τῶν ἕξ χωρῶν διεξήγαγε ἔντονον συζήτησιν ἐπὶ τῆς ἐνισχύσεως τῶν 18 ἀφρικανικῶν χωρῶν. ΔΗΛΩΣΕΙΣ ΤΟΥ ΜΠΕΝΤΡΕ ΜΠΟΝΝ, 26. ('Ασσ. Πρὲς). — Ὁ Γερμανὸς ὑπουργὸς ἐδήλωσεν ὅτι ἡ Ὁμοσπονδιακὴ Δημοκρατία δὲν δύναται νὰ ἀποδεχθῇ τὴν πρότασιν. ΜΠΟΝΝ, 26. ('Ασσ. Πρὲς). — Ὁ Γερμανὸς ὑπουργὸς ἐδήλωσεν ὅτι ἡ Ὁμοσπονδιακὴ Δημοκρατία δὲν δύναται νὰ ἀποδεχθῇ τὴν πρότασιν. [1174,181,1560,330]
column-rule [629,8,630,1155]
paragraph: ΒΙΕΝΝΗ, 26. ('Ασσ. Πρὲς). — Αἱ ἀρχαὶ τοῦ Τόγκο ἀνεκοίνωσαν ὅτι οἱ φοιτηταὶ θὰ ἐπιστρέψουν εἰς τὴν πατρίδα των ἐὰν δὲν τοὺς παρασχεθοῦν αἱ ἀπαιτούμεναι ἐγγυήσεις. [216,266,412,318]
paragraph: Ἡ ἵδρυσις εἰς τὴν περιοχὴν Θεσσαλονίκης μεγάλης μονάδος κλωστοϋφαντουργίας μελετᾶται ἀπὸ ὁμάδα ἰδιωτῶν, ἐνδιαφερομένων διὰ τὴν ἀξιοποίησιν τῆς ἐγχωρίου παραγωγῆς βάμβακος. Τὸ ἀπαιτούμενον κεφάλαιον θὰ καλυφθῇ ἐν μέρει διὰ δανείου ἐκ τοῦ ἐξωτερικοῦ, τὸ ὁποῖον ἐξησφαλίσθη ἤδη. [10,719,206,804]
tomorrow-note: ΑΥΡΙΟΝ: Τὸ τρίτο μέρος. [216,2012,355,2024]
section-label: ΑΙ ΚΑΤΑΣΤΡΟΦΑΙ ΕΙΣ ΚΑΣΤΟΡΙΑΝ [639,555,802,566]
deck: ΕΝΔΙΑΦΕΡΟΝΤΑΙ ΠΟΛΛΟΙ ΙΔΙΩΤΑΙ ΚΑΙ Ο Ο.Β.Α. [32,565,389,581]
paragraph: Ἐκ τῆς τῆς σελίδος ἐπιτυχοῦς ἀνέκοψε ἡ χώρα ἡμῶν τὴν πορείαν της. Ἡ ἰσχὺς ἑνὸς ἔθνους δὲν κρίνεται μόνον ἀπὸ τὰς ἐνόπλους δυνάμεις του, ἀλλὰ καὶ ἀπὸ τὴν ἰδεολογικὴν συνοχὴν τοῦ λαοῦ του καὶ τὴν σταθερότητα τῆς ἐξωτερικῆς του πολιτικῆς. Ἡ Ἑλλὰς ἀνήκει εἰς τὸν κόσμον τῶν ἐλευθέρων λαῶν. [10,1748,206,1821]
kicker: Τὰ ἀποτελέσματα τοῦ δριμυτάτου χειμῶνος [1204,390,1530,406]
headline-spanish-barber: ΙΣΠΑΝΟΣ ΚΟΥΡΕΥΣ ΔΙΕΣΩΣΕΝ ΕΚ ΚΑΤΑΣΤΡΟΦΗΣ ΣΥΡΜΟΝ ΜΕΤΑΦΕΡΟΝΤΑ 842 ΕΠΙΒΑΤΑΣ [1187,936,1547,997]
section-label: ΝΕΑΙ ΡΩΓΜΑΙ ΕΙΣ ΚΕΡΚΥΡΑΝ [829,558,970,569]
section-label: ΠΟΙΟΙ ΑΠΕΡΓΟΥΝ [1225,696,1311,707]
divider [10,205,412,206]
paragraph: Ἐκ τῆς τῆς σελίδος ἐπιτυχοῦς ἀνέκοψε ἡ χώρα ἡμῶν τὴν πορείαν της. Ἡ ἰσχὺς ἑνὸς ἔθνους δὲν κρίνεται μόνον ἀπὸ τὰς ἐνόπλους δυνάμεις του, ἀλλὰ καὶ ἀπὸ τὴν ἰδεολογικὴν συνοχὴν τοῦ λαοῦ του καὶ τὴν σταθερότητα τῆς ἐξωτερικῆς του πολιτικῆς. Ἡ Ἑλλὰς ἀνήκει εἰς τὸν κόσμον τῶν ἐλευθέρων λαῶν. [10,1599,206,1671]
crew-photo [794,1526,909,1698]
divider [1174,383,1560,385]
deck: Γαλλία, Γερμανία, Βέλγιον, Λουξεμβοῦργον ἀπέρριψαν τὴν ἰταλοολλανδικὴν πρότασιν περὶ ἐνισχύσεως 18 χωρῶν τῆς Ἀφρικῆς [1189,85,1545,130]
article-body: ΑΘΗΝΑΙ, 26. — Ἡ Βουλὴ ἐπανελαβε τὴν συζήτησιν ἐπὶ τῆς ἐπερωτήσεως διὰ τὸν κ. Καρδαμάκην. Ὁμίλησαν βουλευταὶ ὅλων τῶν κομμάτων. ΑΘΗΝΑΙ, 26. — Ἡ Βουλὴ ἐπανελαβε τὴν συζήτησιν ἐπὶ τῆς ἐπερωτήσεως διὰ τὸν κ. Καρδαμάκην. Ὁμίλησαν βουλευταὶ ὅλων τῶν κομμάτων. [421,470,625,555]
paragraph: ΜΟΣΧΑ, 26. ('Ασσ. Πρὲς). — Συνῆλθον χθὲς οἱ Ἀφρικανοὶ φοιτηταὶ εἰς τὸ Πανεπιστήμιον τῆς Μόσχας, διὰ νὰ ἐξετάσουν τὰς ἐνεργείας τῶν βουλγαρικῶν ἀρχῶν κατὰ τῶν ὁμοεθνῶν των εἰς Σόφιαν. Οἱ ἐκπρόσωποι τῆς ἑνώσεως τῶν Ἀφρικανῶν φοιτητῶν ὑπεστήριξαν ὅτι δὲν ὑπάρχουν διακρίσεις εἰς Ρωσίαν, ἀπέφυγον ὅμως νὰ λάβουν οἱανδήποτε ἀπόφασιν. [216,319,412,403]
headline-thessaloniki-textile: Μελετᾶται ἡ ἵδρυσις εἰς Θεσσαλονίκην μεγάλης μονάδος κλωστοϋφαντουργίας [17,486,405,562]
paragraph: Ἐκ τῆς τῆς σελίδος ἐπιτυχοῦς ἀνέκοψε ἡ χώρα ἡμῶν τὴν πορείαν της. Ἡ ἰσχὺς ἑνὸς ἔθνους δὲν κρίνεται μόνον ἀπὸ τὰς ἐνόπλους δυνάμεις του, ἀλλὰ καὶ ἀπὸ τὴν ἰδεολογικὴν συνοχὴν τοῦ λαοῦ του καὶ τὴν σταθερότητα τῆς ἐξωτερικῆς του πολιτικῆς. Ἡ Ἑλλὰς ἀνήκει εἰς τὸν κόσμον τῶν ἐλευθέρων λαῶν. [216,1746,412,1819]
divider [421,1174,1164,1176]
headline-heart-drug: ΣΥΣΤΗΜΑ ΦΑΡΜΑΚΩΝ ΔΙΑ ΤΟΥΣ ΚΑΡΔΙΟΠΑΘΕΙΣ ΑΝΕΚΑΛΥΨΑΝ ΡΩΣΟΙ ΕΠΙΣΤΗΜΟΝΕΣ [426,6,620,45]
deck: ἐκ κρημνισθείσης γεφύρας [1252,1025,1482,1044]
section-label: ΚΑΙ ΣΕΙΣΜΟΙ ΕΙΣ ΗΠΕΙΡΟΝ [1015,563,1144,573]
paragraph: Ἐκ τῆς τῆς σελίδος ἐπιτυχοῦς ἀνέκοψε ἡ χώρα ἡμῶν τὴν πορείαν της. Ἡ ἰσχὺς ἑνὸς ἔθνους δὲν κρίνεται μόνον ἀπὸ τὰς ἐνόπλους δυνάμεις του, ἀλλὰ καὶ ἀπὸ τὴν ἰδεολογικὴν συνοχὴν τοῦ λαοῦ του καὶ τὴν σταθερότητα τῆς ἐξωτερικῆς του πολιτικῆς. Ἡ Ἑλλὰς ἀνήκει εἰς τὸν κόσμον τῶν ἐλευθέρων λαῶν. [10,1951,206,2024]
paragraph: ΑΘΗΝΑΙ, 26. — Ἐκτὸς τῶν ἀνωτέρω, εἰς Ἔδεσσαν καὶ Νάουσαν δημιουργοῦνται κοινοπραξίαι διὰ τὴν ἐκμετάλλευσιν τῶν ὑφισταμένων μονάδων, μὲ τὴν συνδρομὴν τοῦ Ὀργανισμοῦ Βιομηχανικῆς Ἀναπτύξεως. [10,944,206,996]
deck: Συνέρχεται τὸ ὑπουργικὸν συμβούλιον [1241,578,1494,594]
article-body: ΤΟΚΙΟ, 26. ('Ασσ. Πρὲς). — Ἀμερικανὸς ναύτης κατεδικάσθη εἰς φυλάκισιν δέκα ἐτῶν διὰ τὸν φόνον Ἰάπωνος ὑπηκόου. ΤΟΚΙΟ, 26. ('Ασσ. Πρὲς). — Ἀμερικανὸς ναύτης κατεδικάσθη εἰς φυλάκισιν δέκα ἐτῶν διὰ τὸν φόνον Ἰάπωνος ὑπηκόου. [421,800,625,865]
headline-food-prices: 50ο/ο ΑΝΕΤΙΜΗΘΗΣΑΝ ΤΑ ΤΡΟΦΙΜΑ [1221,533,1513,580]
paragraph: Ἐκ τῆς τῆς σελίδος ἐπιτυχοῦς ἀνέκοψε ἡ χώρα ἡμῶν τὴν πορείαν της. Ἡ ἰσχὺς ἑνὸς ἔθνους δὲν κρίνεται μόνον ἀπὸ τὰς ἐνόπλους δυνάμεις του, ἀλλὰ καὶ ἀπὸ τὴν ἰδεολογικὴν συνοχὴν τοῦ λαοῦ του καὶ τὴν σταθερότητα τῆς ἐξωτερικῆς του πολιτικῆς. Ἡ Ἑλλὰς ἀνήκει εἰς τὸν κόσμον τῶν ἐλευθέρων λαῶν. [10,1524,206,1597]
kicker: Εἰς μεγάλην συγκέντρωσίν των [91,8,330,25]
headline-diphtheria: ΚΡΟΥΣΜΑΤΑ ΔΙΦΘΕΡΙΤΙΔΟΣ ΕΣΗΜΕΙΩΘΗΣΑΝ ΕΙΣ ΤΗΝ ΒΕΡΟΙΑΝ ΚΑΙ ΤΗΝ ΚΑΤΕΡΙΝΗΝ [1185,1528,1549,1562]
section-label: ΑΡΚΤΙΚΟΝ ΨΥΧΟΣ ΕΙΣ ΑΜΕΡΙΚΗΝ [998,459,1161,470]
divider [421,905,625,906]
headline-european-market: ΝΕΑ ΣΟΒΑΡΑ ΔΙΑΦΩΝΙΑ ΑΝΕΚΥΨΕΝ ΕΙΣ ΤΗΝ ΕΥΡΩΠΑΪΚΗΝ ΑΓΟΡΑΝ [1174,27,1560,82]
divider [1174,174,1560,175]
divider [10,146,412,147]
deck: ΕΙΧΕΝ ΑΧΡΗΣΤΕΥΘΗ ΥΠΟ ΤΩΝ ΠΛΗΜΜΥΡΩΝ [1221,1042,1513,1057]
article-body: Αἰσθητὸν ψῦχος ἐπεκράτει χθὲς εἰς τὴν περιοχὴν τῆς Θεσσαλονίκης. Τὸ ἀπόγευμα, κατὰ διαστήματα, ἔπνεον ἀσθενεῖς ἄνεμοι. Ἡ θερμοκρασία κατῆλθεν κάτω τοῦ μηδενός. Αἰσθητὸν ψῦχος ἐπεκράτει χθὲς εἰς τὴν περιοχὴν τῆς Θεσσαλονίκης. Τὸ ἀπόγευμα, κατὰ διαστήματα, ἔπνεον ἀσθενεῖς ἄνεμοι. Ἡ θερμοκρασία κατῆλθεν κάτω τοῦ μηδενός. Αἰσθητὸν ψῦχος ἐπεκράτει χθὲς εἰς τὴν περιοχὴν τῆς Θεσσαλονίκης. Τὸ ἀπόγευμα, κατὰ διαστήματα, ἔπνεον ἀσθενεῖς ἄνεμοι. Ἡ θερμοκρασία κατῆλθεν κάτω τοῦ μηδενός. Ο ΚΑΙΡΟΣ ΣΗΜΕΡΟΝ Κατὰ τὴν μετεωρολογικὴν ὑπηρεσίαν, ὁ καιρὸς θὰ εἶναι ἀσταθής μὲ νεφώσεις καὶ βροχὰς εἰς τὰ δυτικὰ καὶ βόρεια. Κατὰ τὴν μετεωρολογικὴν ὑπηρεσίαν, ὁ καιρὸς θὰ εἶναι ἀσταθής μὲ νεφώσεις καὶ βροχὰς εἰς τὰ δυτικὰ καὶ βόρεια. ΑΙ ΚΑΤΑΣΤΡΟΦΑΙ ΕΙΣ ΚΑΣΤΟΡΙΑΝ ΚΑΣΤΟΡΙΑ, 26. — Πλεῖστα χωρία τοῦ νομοῦ ἔχουν ὑποστῆ σοβαρὰς ζημίας ἐκ τῶν κατολισθήσεων. ΚΑΣΤΟΡΙΑ, 26. — Πλεῖστα χωρία τοῦ νομοῦ ἔχουν ὑποστῆ σοβαρὰς ζημίας ἐκ τῶν κατολισθήσεων. ΧΙΩΝ ΕΙΣ ΦΛΩΡΙΝΑΝ ΦΛΩΡΙΝΑ, 26. — Κατὰ διαστήματα ἔπεσε χιὼν εἰς τὴν περιοχήν. Ἡ θερμοκρασία ἐσημείωσε πτῶσιν. ΚΑΤΕΣΤΡΑΦΗ ΥΔΡΑΓΩΓΕΙΟΝ ΠΤΟΛΕΜΑΪΣ, 26. — Ἐξ αἰτίας τῶν κατολισθήσεων διερράγη τὸ ὑδραγωγεῖον τῆς πόλεως. Η ΣΥΤΙΚΗ ΑΡΓΙΘΕΑΝ ΚΑΡΔΙΤΣΑ, 26. — Ὁλόκληρα χωρία τοῦ νομοῦ εἶναι ἀποκλεισμένα. Ἡ συγκοινωνία διεκόπη. ΚΑΡΔΙΤΣΑ, 26. — Ὁλόκληρα χωρία τοῦ νομοῦ εἶναι ἀποκλεισμένα. Ἡ συγκοινωνία διεκόπη. ΡΗΓΜΑ ΜΗΚΟΥΣ 1.200 ΜΕΤΡΩΝ ΠΑΤΡΑΙ, 26. — Συνεχίζονται αἱ κατολισθήσεις εἰς τὸ χωρίον. Ρῆγμα μήκους 1.200 μέτρων ἐσχηματίσθη. ΠΑΤΡΑΙ, 26. — Συνεχίζονται αἱ κατολισθήσεις εἰς τὸ χωρίον. Ρῆγμα μήκους 1.200 μέτρων ἐσχηματίσθη. ΝΕΑΙ ΡΩΓΜΑΙ ΕΙΣ ΚΕΡΚΥΡΑΝ ΠΑΤΡΑΙ, 26. — Συνεχίζονται αἱ κατολισθήσεις εἰς τὸ χωρίον. Ρῆγμα μήκους 1.200 μέτρων ἐσχηματίσθη. ΚΑΡΔΙΤΣΑ, 26. — Ὁλόκληρα χωρία τοῦ νομοῦ εἶναι ἀποκλεισμένα. Ἡ συγκοινωνία διεκόπη. ΚΑΘΙΖΗΣΕΙΣ ΕΙΣ ΤΑΣ ΟΔΟΥΣ ΚΑΡΔΙΤΣΑ, 26. — Ὁλόκληρα χωρία τοῦ νομοῦ εἶναι ἀποκλεισμένα. Ἡ συγκοινωνία διεκόπη. ΠΑΤΡΑΙ, 26. — Συνεχίζονται αἱ κατολισθήσεις εἰς τὸ χωρίον. Ρῆγμα μήκους 1.200 μέτρων ἐσχηματίσθη. ΕΝΙΣΧΥΣΕΙΣ ΕΙΣ ΠΛΗΓΕΝΤΑΣ ΚΑΡΔΙΤΣΑ, 26. — Ὁλόκληρα χωρία τοῦ νομοῦ εἶναι ἀποκλεισμένα. Ἡ συγκοινωνία διεκόπη. Κατὰ τὴν μετεωρολογικὴν ὑπηρεσίαν, ὁ καιρὸς θὰ εἶναι ἀσταθής μὲ νεφώσεις καὶ βροχὰς εἰς τὰ δυτικὰ καὶ βόρεια. ΑΡΚΤΙΚΟΝ ΨΥΧΟΣ ΕΙΣ ΑΜΕΡΙΚΗΝ ΣΙΚΑΓΟΝ, 26. ('Ασσ. Πρὲς). — Τὸ ψῦχος πλήττει τὰς Ἡνωμένας Πολιτείας. Ἐσημειώθησαν θερμοκρασίαι κάτω τοῦ μηδενός. ΣΙΚΑΓΟΝ, 26. ('Ασσ. Πρὲς). — Τὸ ψῦχος πλήττει τὰς Ἡνωμένας Πολιτείας. Ἐσημειώθησαν θερμοκρασίαι κάτω τοῦ μηδενός. ΚΑΙ ΣΕΙΣΜΟΙ ΕΙΣ ΗΠΕΙΡΟΝ ΚΑΡΔΙΤΣΑ, 26. — Ὁλόκληρα χωρία τοῦ νομοῦ εἶναι ἀποκλεισμένα. Ἡ συγκοινωνία διεκόπη. ΠΑΤΡΑΙ, 26. — Συνεχίζονται αἱ κατολισθήσεις εἰς τὸ χωρίον. Ρῆγμα μήκους 1.200 μέτρων ἐσχηματίσθη. [635,309,1164,651]
continued-label: ΣΥΝΕΧΕΙΑ [83,1510,132,1520]
paragraph: Ἡ ἵδρυσις εἰς τὴν περιοχὴν Θεσσαλονίκης μεγάλης μονάδος κλωστοϋφαντουργίας μελετᾶται ἀπὸ ὁμάδα ἰδιωτῶν, ἐνδιαφερομένων διὰ τὴν ἀξιοποίησιν τῆς ἐγχωρίου παραγωγῆς βάμβακος. Τὸ ἀπαιτούμενον κεφάλαιον θὰ καλυφθῇ ἐν μέρει διὰ δανείου ἐκ τοῦ ἐξωτερικοῦ, τὸ ὁποῖον ἐξησφαλίσθη ἤδη. [216,635,412,719]
divider [635,302,1164,303]
crew-photo [1032,1526,1148,1698]
section-label: ΚΑΘΙΖΗΣΕΙΣ ΕΙΣ ΤΑΣ ΟΔΟΥΣ [830,640,968,651]
headline-sailor: ΔΕΚΑΕΤΗΣ ΦΥΛΑΚΙΣΙΣ ΕΙΣ ΑΜΕΡΙΚΑΝΟΝ ΝΑΥΤΗΝ ΦΟΝΕΥΣΑΝΤΑ ΙΑΠΩΝΑ [446,762,601,801]
divider [1174,498,1560,499]
deck: ΑΠΕΦΥΓΟΝ, ΟΜΩΣ, ΝΑ ΛΑΒΟΥΝ [89,153,332,170]
crew-photo [438,1700,554,1871]
divider [10,628,412,629]
page-edge [0,0,6,2331]
paragraph: ΜΟΣΧΑ, 26. ('Ασσ. Πρὲς). — Συνῆλθον χθὲς οἱ Ἀφρικανοὶ φοιτηταὶ εἰς τὸ Πανεπιστήμιον τῆς Μόσχας, διὰ νὰ ἐξετάσουν τὰς ἐνεργείας τῶν βουλγαρικῶν ἀρχῶν κατὰ τῶν ὁμοεθνῶν των εἰς Σόφιαν. Οἱ ἐκπρόσωποι τῆς ἑνώσεως τῶν Ἀφρικανῶν φοιτητῶν ὑπεστήριξαν ὅτι δὲν ὑπάρχουν διακρίσεις εἰς Ρωσίαν, ἀπέφυγον ὅμως νὰ λάβουν οἱανδήποτε ἀπόφασιν. [10,296,206,379]
divider [10,1349,412,1351]
deck: εἰς τὴν ἀρχὴν τῆς αὐτοδιαθέσεως [1249,1271,1486,1288]
headline-france-strike: ΑΠΕΡΓΟΥΝ ΕΙΣ ΤΗΝ ΓΑΛΛΙΑΝ 700.000 ΚΑΙ ΠΛΕΟΝ ΕΡΓΑΤΑΙ [1222,404,1512,494]
headline-baudouin: Ο ΜΠΟΝΤΟΥΕΝ ΕΔΕΧΘΗ ΕΙΣ ΑΚΡΟΑΣΙΝ ΤΟΝ Κ. ΑΝΤΟΥΛΑ [438,605,609,631]
section-label: ΧΙΩΝ ΕΙΣ ΦΛΩΡΙΝΑΝ [669,637,770,648]
deck: διότι τὸ ὁδικὸν δίκτυον ὑπέστη μεγάλας φθοράς [705,182,1095,202]
crew-photo [675,1352,791,1523]
crew-photo [557,1526,672,1698]
headline-council: ΕΝΤΟΝΟΣ ΣΥΖΗΤΗΣΙΣ ΔΙΕΞΗΧΘΗ ΕΙΣ ΤΟ ΥΠΟΥΡΓΙΚΟΝ ΣΥΜΒΟΥΛΙΟΝ [1194,133,1541,170]
article-body: ΜΑΝΙΛΛΑ, 26. ('Υπηρ. Τάιμς). — Ὁ Πρόεδρος τῶν Φιλιππίνων ἀπηύθυνε ἐπίσημον πρόσκλησιν πρὸς τὸν Πρόεδρον τῶν Ἡνωμένων Πολιτειῶν κ. Κέννεντυ ὅπως ἐπισκεφθῇ τὴν χώραν. ΜΑΝΙΛΛΑ, 26. ('Υπηρ. Τάιμς). — Ὁ Πρόεδρος τῶν Φιλιππίνων ἀπηύθυνε ἐπίσημον πρόσκλησιν πρὸς τὸν Πρόεδρον τῶν Ἡνωμένων Πολιτειῶν κ. Κέννεντυ ὅπως ἐπισκεφθῇ τὴν χώραν. [421,950,625,1056]
article-body [10,212,412,457]
kicker: Ἐνῷ τὰ γεωλογικὰ φαινόμενα συνεχίζονται [711,8,1088,27]
deck: Δημιουργεῖται θέμα διὰ τὴν σύστασιν τοῦ πληρώματος [517,1312,1068,1336]
crew-photo [438,1526,554,1698]
paragraph: Ἐκ τῆς τῆς σελίδος ἐπιτυχοῦς ἀνέκοψε ἡ χώρα ἡμῶν τὴν πορείαν της. Ἡ ἰσχὺς ἑνὸς ἔθνους δὲν κρίνεται μόνον ἀπὸ τὰς ἐνόπλους δυνάμεις του, ἀλλὰ καὶ ἀπὸ τὴν ἰδεολογικὴν συνοχὴν τοῦ λαοῦ του καὶ τὴν σταθερότητα τῆς ἐξωτερικῆς του πολιτικῆς. Ἡ Ἑλλὰς ἀνήκει εἰς τὸν κόσμον τῶν ἐλευθέρων λαῶν. [216,1928,412,2002]
deck: Ἡ κυβέρνησις ἀρνεῖται νὰ δεχθῇ αὐξήσεις [1229,504,1505,520]
article-body: ΒΡΥΞΕΛΛΑΙ, 26. ('Ασσ. Πρὲς). — Ὁ βασιλεὺς τοῦ Βελγίου Μποντουὲν ἐδέχθη εἰς ἀκρόασιν τὸν Πρόεδρον τῆς Κυβερνήσεως τοῦ Κογκὸ κ. Ἀντούλα. ΒΡΥΞΕΛΛΑΙ, 26. ('Ασσ. Πρὲς). — Ὁ βασιλεὺς τοῦ Βελγίου Μποντουὲν ἐδέχθη εἰς ἀκρόασιν τὸν Πρόεδρον τῆς Κυβερνήσεως τοῦ Κογκὸ κ. Ἀντούλα. [421,631,625,717]
deck: ΕΙΣ ΡΩΣΙΑΝ, ΛΕΓΟΥΝ, ΔΕΝ ΥΠΑΡΧΟΥΝ ΔΙΑΚΡΙΣΕΙΣ [47,184,374,199]
signature: ΣΟΦ. ΒΕΝΙΖΕΛΟΣ [323,2003,412,2013]
headline-parliament: ΣΤΗΝ ΕΣΠΕΡΑΝ ΣΥΝΕΧΙΣΤΗΚΕ Η ΣΥΖΗΤΗΣΙΣ ΕΠΙ ΤΗΣ ΕΡΩΤΗΣΕΩΣ ΔΙΑ ΤΟΝ Κ. ΚΑΡΔΑΜΑΚΗΝ [425,431,621,471]
column-right [1174,6,1560,2323]
divider [1174,1567,1560,1568]
deck: Διεκόπησαν αἱ συγκοινωνίαι εἰς νομὸν Καρδίτσης [697,165,1102,184]
paragraph: ΑΘΗΝΑΙ, 26. — Ἐκτὸς τῶν ἀνωτέρω, εἰς Ἔδεσσαν καὶ Νάουσαν δημιουργοῦνται κοινοπραξίαι διὰ τὴν ἐκμετάλλευσιν τῶν ὑφισταμένων μονάδων, μὲ τὴν συνδρομὴν τοῦ Ὀργανισμοῦ Βιομηχανικῆς Ἀναπτύξεως. [216,998,412,1050]
